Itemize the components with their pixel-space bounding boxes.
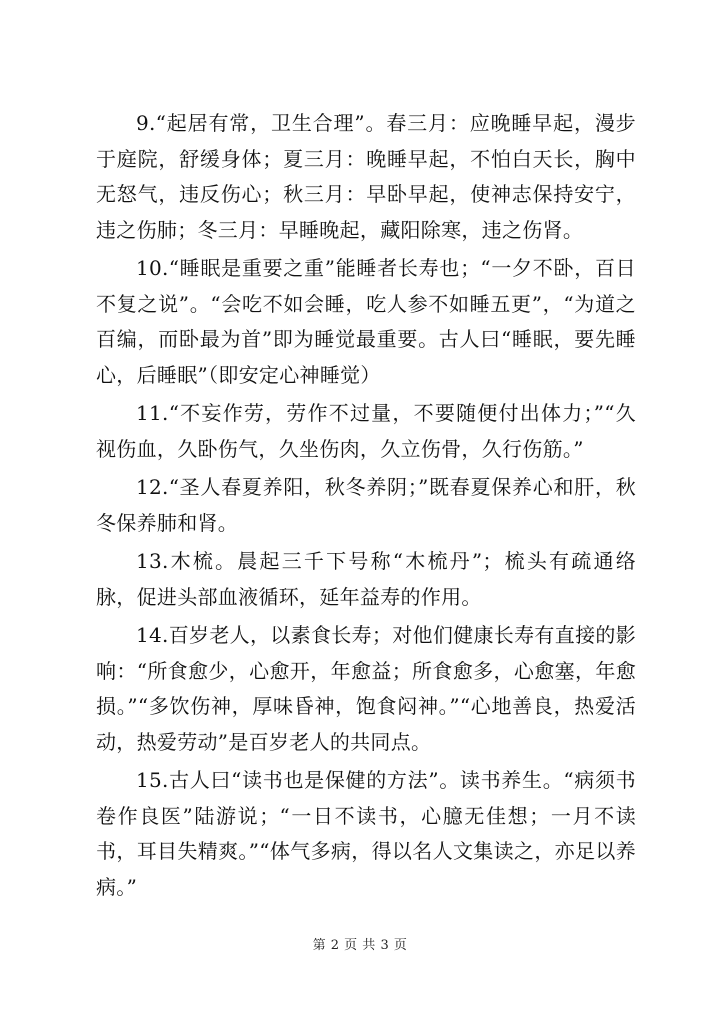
paragraph-item-12: 12.“圣人春夏养阳，秋冬养阴；”既春夏保养心和肝，秋冬保养肺和肾。 xyxy=(96,475,636,535)
document-body xyxy=(96,106,636,908)
paragraph-item-14: 14.百岁老人，以素食长寿；对他们健康长寿有直接的影响：“所食愈少，心愈开，年愈益；所食愈多，心愈塞，年愈损。”“多饮伤神，厚味昏神，饱食闷神。”“心地善良，热爱活动，热爱劳动”是百岁老人的共同点。 xyxy=(96,623,636,754)
paragraph-item-15: 15.古人曰“读书也是保健的方法”。读书养生。“病须书卷作良医”陆游说；“一日不读书，心臆无佳想；一月不读书，耳目失精爽。”“体气多病，得以名人文集读之，亦足以养病。” xyxy=(96,768,636,899)
paragraph-item-13: 13.木梳。晨起三千下号称“木梳丹”；梳头有疏通络脉，促进头部血液循环，延年益寿的作用。 xyxy=(96,549,636,609)
paragraph-item-11: 11.“不妄作劳，劳作不过量，不要随便付出体力；”“久视伤血，久卧伤气，久坐伤肉，久立伤骨，久行伤筋。” xyxy=(96,401,636,461)
paragraph-item-9: 9.“起居有常，卫生合理”。春三月：应晚睡早起，漫步于庭院，舒缓身体；夏三月：晚睡早起，不怕白天长，胸中无怒气，违反伤心；秋三月：早卧早起，使神志保持安宁，违之伤肺；冬三月：早睡晚起，藏阳除寒，违之伤肾。 xyxy=(96,111,636,242)
page-number-footer: 第 2 页 共 3 页 xyxy=(312,938,408,953)
paragraph-item-10: 10.“睡眠是重要之重”能睡者长寿也；“一夕不卧，百日不复之说”。“会吃不如会睡，吃人参不如睡五更”，“为道之百编，而卧最为首”即为睡觉最重要。古人曰“睡眠，要先睡心，后睡眠”（即安定心神睡觉） xyxy=(96,256,636,387)
